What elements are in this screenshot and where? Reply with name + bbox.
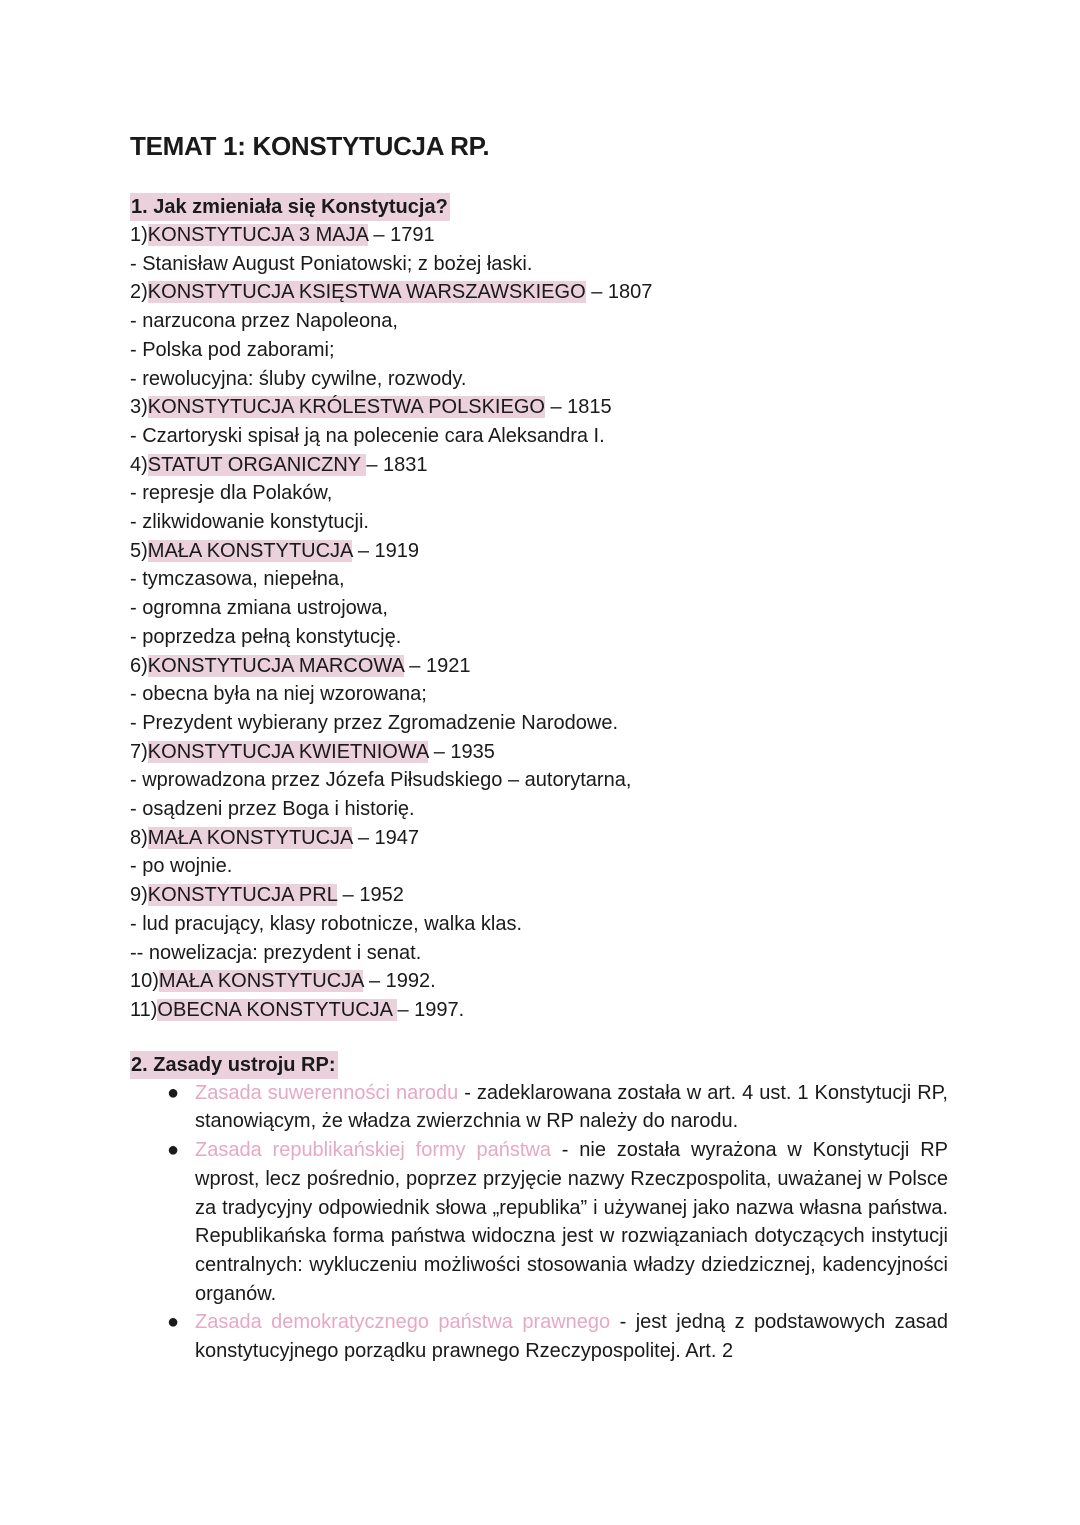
section-principles	[130, 1051, 948, 1366]
entry-year: – 1921	[403, 654, 471, 677]
entry-number: 6)	[130, 654, 148, 677]
entry-note: - ogromna zmiana ustrojowa,	[130, 597, 388, 620]
entry-number: 1)	[130, 224, 148, 246]
entry-name: KONSTYTUCJA KWIETNIOWA	[147, 740, 429, 763]
entry-number: 11)	[130, 998, 158, 1021]
entry-note: - narzucona przez Napoleona,	[130, 310, 398, 333]
constitution-entry	[130, 221, 948, 250]
principle-term: Zasada suwerenności narodu	[195, 1081, 459, 1104]
entry-note: - wprowadzona przez Józefa Piłsudskiego – autorytarna,	[130, 769, 632, 792]
entry-note: - Stanisław August Poniatowski; z bożej łaski.	[130, 252, 533, 275]
entry-note: - lud pracujący, klasy robotnicze, walka klas.	[130, 912, 523, 935]
entry-note: - tymczasowa, niepełna,	[130, 568, 345, 591]
constitution-entry	[130, 996, 948, 1025]
entry-number: 10)	[130, 970, 159, 993]
section-history	[130, 193, 948, 1025]
entry-name: KONSTYTUCJA KRÓLESTWA POLSKIEGO	[147, 396, 545, 419]
constitution-entry	[130, 652, 948, 681]
entry-year: – 1947	[352, 826, 420, 849]
constitution-entry	[130, 738, 948, 767]
principle-item	[130, 1136, 948, 1308]
entry-name: KONSTYTUCJA MARCOWA	[147, 654, 404, 677]
entry-number: 4)	[130, 453, 148, 476]
entry-year: – 1807	[585, 281, 653, 304]
entry-name: KONSTYTUCJA KSIĘSTWA WARSZAWSKIEGO	[147, 281, 586, 304]
entry-name: MAŁA KONSTYTUCJA	[147, 826, 353, 849]
principle-term: Zasada republikańskiej formy państwa	[195, 1139, 551, 1162]
entry-note: - obecna była na niej wzorowana;	[130, 683, 427, 706]
entry-number: 5)	[130, 539, 148, 562]
entry-name: STATUT ORGANICZNY	[147, 453, 367, 476]
principle-description: - zadeklarowana została w art. 4 ust. 1 Konstytucji RP, stanowiącym, że władza zwierzchnia w RP należy do narodu.	[195, 1081, 948, 1133]
entry-note: - osądzeni przez Boga i historię.	[130, 798, 415, 821]
entry-number: 3)	[130, 396, 148, 419]
entry-number: 8)	[130, 826, 148, 849]
entry-year: – 1919	[352, 539, 420, 562]
entry-note: - Czartoryski spisał ją na polecenie cara Aleksandra I.	[130, 424, 605, 447]
principle-description: - nie została wyrażona w Konstytucji RP wprost, lecz pośrednio, poprzez przyjęcie nazwy Rzeczpospolita, uważanej w Polsce za tradycyjny odpowiednik słowa „republika” i używanej jako nazwa własna państwa. Republikańska forma państwa widoczna jest w rozwiązaniach dotyczących instytucji centralnych: wykluczeniu możliwości stosowania władzy dziedzicznej, kadencyjności organów.	[195, 1139, 948, 1305]
constitution-entry	[130, 393, 948, 422]
entry-year: – 1952	[337, 884, 404, 907]
bullet-icon: ●	[167, 1081, 180, 1104]
entry-name: MAŁA KONSTYTUCJA	[158, 970, 364, 993]
constitution-entry	[130, 451, 948, 480]
principle-description: - jest jedną z podstawowych zasad konstytucyjnego porządku prawnego Rzeczypospolitej. Art. 2	[195, 1311, 949, 1363]
constitution-entry	[130, 278, 948, 307]
entry-name: KONSTYTUCJA PRL	[147, 884, 338, 907]
section-heading-history: 1. Jak zmieniała się Konstytucja?	[130, 193, 450, 221]
entry-name: OBECNA KONSTYTUCJA	[157, 998, 398, 1021]
entry-year: – 1935	[428, 740, 495, 763]
entry-name: KONSTYTUCJA 3 MAJA	[147, 224, 368, 246]
page-title: TEMAT 1: KONSTYTUCJA RP.	[130, 131, 490, 161]
entry-note: - Prezydent wybierany przez Zgromadzenie Narodowe.	[130, 711, 618, 734]
entry-note: - zlikwidowanie konstytucji.	[130, 511, 369, 534]
section-heading-principles: 2. Zasady ustroju RP:	[130, 1051, 338, 1079]
constitution-entry	[130, 881, 948, 910]
principles-list	[130, 1079, 948, 1366]
entry-note: - rewolucyjna: śluby cywilne, rozwody.	[130, 367, 467, 390]
entry-name: MAŁA KONSTYTUCJA	[147, 539, 353, 562]
history-list	[130, 221, 948, 1025]
principle-term: Zasada demokratycznego państwa prawnego	[195, 1311, 611, 1334]
entry-note: -- nowelizacja: prezydent i senat.	[130, 941, 422, 964]
constitution-entry	[130, 537, 948, 566]
entry-note: - po wojnie.	[130, 855, 233, 878]
principle-item	[130, 1079, 948, 1136]
entry-number: 2)	[130, 281, 148, 304]
bullet-icon: ●	[167, 1139, 180, 1162]
bullet-icon: ●	[167, 1311, 180, 1334]
entry-number: 9)	[130, 884, 148, 907]
entry-note: - poprzedza pełną konstytucję.	[130, 625, 402, 648]
entry-year: – 1831	[366, 453, 428, 476]
entry-note: - Polska pod zaborami;	[130, 338, 335, 361]
entry-note: - represje dla Polaków,	[130, 482, 333, 505]
constitution-entry	[130, 824, 948, 853]
principle-item	[130, 1308, 948, 1365]
entry-number: 7)	[130, 740, 148, 763]
entry-year: – 1997.	[397, 998, 465, 1021]
entry-year: – 1992.	[363, 970, 436, 993]
document-page	[130, 128, 948, 1366]
entry-year: – 1815	[544, 396, 612, 419]
entry-year: – 1791	[367, 224, 435, 246]
constitution-entry	[130, 967, 948, 996]
